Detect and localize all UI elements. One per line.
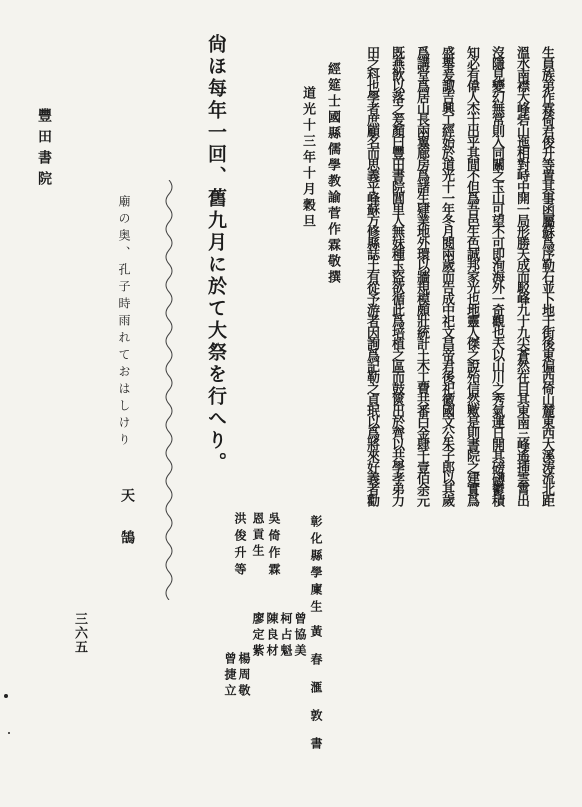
main-text-column-6: 爲講堂爲居山長兩翼廊房爲諸生肄業地外環以牆規模頗壯統計土木工費共番白金肆千壹佰余元: [414, 46, 429, 506]
ink-speck: [8, 732, 10, 734]
main-text-column-8: 田之科也學者庶顧名而思義乎峰蘇方修縣誌土有從予游者因詢爲記勒之貞珉以爲將來好義者勸: [364, 46, 379, 506]
haiku-signature: 天 鵠: [119, 488, 135, 550]
main-text-column-4: 知必有偉人杰士出乎其間不但爲吾邑生色誠邦家光也地靈人傑之說殆信然歟是則書院之建實爲: [464, 46, 479, 506]
donor-col-1: 柯占魁: [279, 612, 293, 660]
donor-col-5: 楊周敬: [237, 652, 251, 700]
date-line: 道光十三年十月穀旦: [300, 86, 315, 230]
wavy-separator: [160, 180, 178, 600]
credit-left-names2: 洪俊升等: [233, 512, 247, 580]
haiku-text: 廟の奥、孔子時雨れておはしけり: [117, 195, 131, 450]
donor-col-4: 廖定紫: [251, 612, 265, 660]
donor-col-2: 曾協美: [293, 612, 307, 660]
donor-col-6: 曾捷立: [223, 652, 237, 700]
page-title: 豐田書院: [36, 108, 52, 192]
credit-left-top: 恩貢生: [251, 512, 265, 560]
main-text-column-7: 既燕飲以落之爰顏曰豐田書院閭里人無妹種玉盜欲循此爲培植之區而鼓篋出於齊以共學孝弟力: [389, 46, 404, 506]
credit-left-names: 吳倚作霖: [267, 512, 281, 580]
main-text-column-5: 盛舉爰諏吉興工經始於道光十一年冬月閱兩歲而告成中祀文昌帝君後祀徽國文公朱子郎以其歲: [439, 46, 454, 506]
page-number: 三六五: [72, 612, 87, 654]
annotation-text: 尙ほ每年一回、舊九月に於て大祭を行へり。: [205, 34, 227, 474]
author-line: 經筵士國縣儒學教諭菅作霖敬撰: [325, 62, 340, 286]
main-text-column-2: 溫水南襟大峰砦山迤相對峙中開一局形勝天成而駁峰九十九尖蒼然在目其東南三峰遙揷雲霄出: [514, 46, 529, 506]
credit-right-names: 黃春滙敦書: [309, 625, 323, 765]
main-text-column-3: 沒隱見變幻無常則入同關之玉山可望不可即洵海外一奇觀也夫以山川之秀氣運日開其磅礴鬱積: [489, 46, 504, 506]
donor-col-3: 陳良材: [265, 612, 279, 660]
credit-right: 彰化縣學廩生: [309, 515, 323, 617]
ink-speck: [4, 694, 8, 698]
main-text-column-1: 生員族弟作霖倚君俊升等置其事函屬蘇爲序勒石並卜地于街後東偏西倚山麓東西大溪涛流北距: [539, 46, 554, 506]
